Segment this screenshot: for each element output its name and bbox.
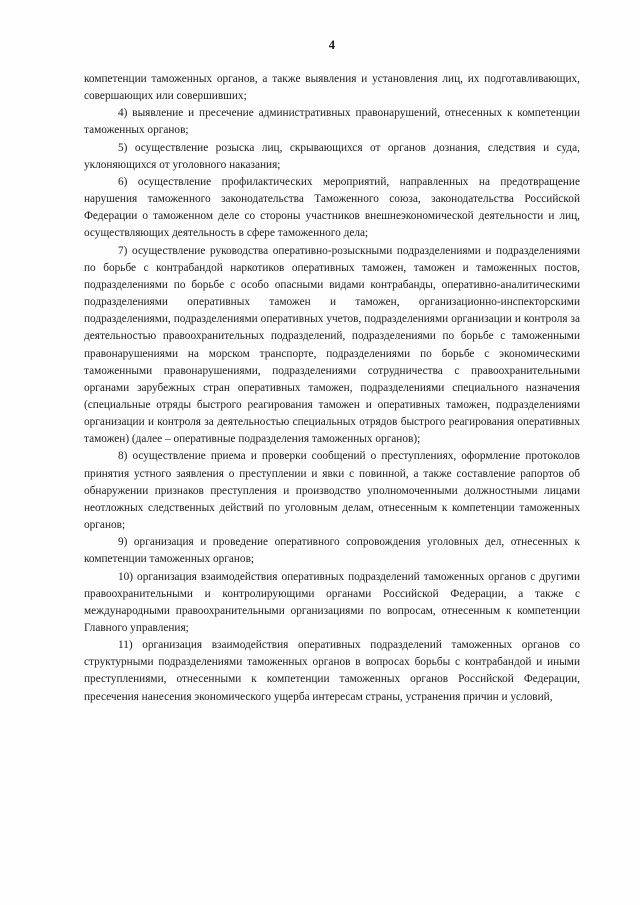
paragraph-item-5: 5) осуществление розыска лиц, скрывающихся от органов дознания, следствия и суда, уклоняющихся от уголовного наказания; — [84, 141, 580, 171]
paragraph-item-10: 10) организация взаимодействия оперативных подразделений таможенных органов с другими правоохранительными и контролирующими органами Российской Федерации, а также с международными правоохранительными организациями по вопросам, отнесенным к компетенции Главного управления; — [84, 570, 580, 634]
paragraph-item-7: 7) осуществление руководства оперативно-розыскными подразделениями и подразделениями по борьбе с контрабандой наркотиков оперативных таможен, таможен и таможенных постов, подразделениями по борьбе с особо опасными видами контрабанды, оперативно-аналитическими подразделениями оперативных таможен и таможен, организационно-инспекторскими подразделениями, подразделениями оперативных учетов, подразделениями организации и контроля за деятельностью правоохранительных подразделений, подразделениями по борьбе с таможенными правонарушениями на морском транспорте, подразделениями по борьбе с экономическими таможенными правонарушениями, подразделениями сотрудничества с правоохранительными органами зарубежных стран оперативных таможен, подразделениями специального назначения (специальные отряды быстрого реагирования таможен и оперативных таможен, подразделениями организации и контроля за деятельностью специальных отрядов быстрого реагирования оперативных таможен) (далее – оперативные подразделения таможенных органов); — [84, 244, 580, 446]
paragraph-continued: компетенции таможенных органов, а также выявления и установления лиц, их подготавливающих, совершающих или совершивших; — [84, 73, 580, 103]
paragraph-item-4: 4) выявление и пресечение административных правонарушений, отнесенных к компетенции таможенных органов; — [84, 107, 580, 137]
paragraph-item-6: 6) осуществление профилактических мероприятий, направленных на предотвращение нарушения таможенного законодательства Таможенного союза, законодательства Российской Федерации о таможенном деле со стороны участников внешнеэкономической деятельности и лиц, осуществляющих деятельность в сфере таможенного дела; — [84, 175, 580, 240]
paragraph-item-9: 9) организация и проведение оперативного сопровождения уголовных дел, отнесенных к компетенции таможенных органов; — [84, 536, 580, 566]
paragraph-item-11: 11) организация взаимодействия оперативных подразделений таможенных органов со структурными подразделениями таможенных органов в вопросах борьбы с контрабандой и иными преступлениями, отнесенными к компетенции таможенных органов Российской Федерации, пресечения нанесения экономического ущерба интересам страны, устранения причин и условий, — [84, 639, 580, 703]
paragraph-item-8: 8) осуществление приема и проверки сообщений о преступлениях, оформление протоколов принятия устного заявления о преступлении и явки с повинной, а также составление рапортов об обнаружении признаков преступления и производство уполномоченными должностными лицами неотложных следственных действий по уголовным делам, отнесенным к компетенции таможенных органов; — [84, 450, 580, 532]
document-body — [84, 71, 580, 706]
page-number: 4 — [328, 38, 336, 52]
